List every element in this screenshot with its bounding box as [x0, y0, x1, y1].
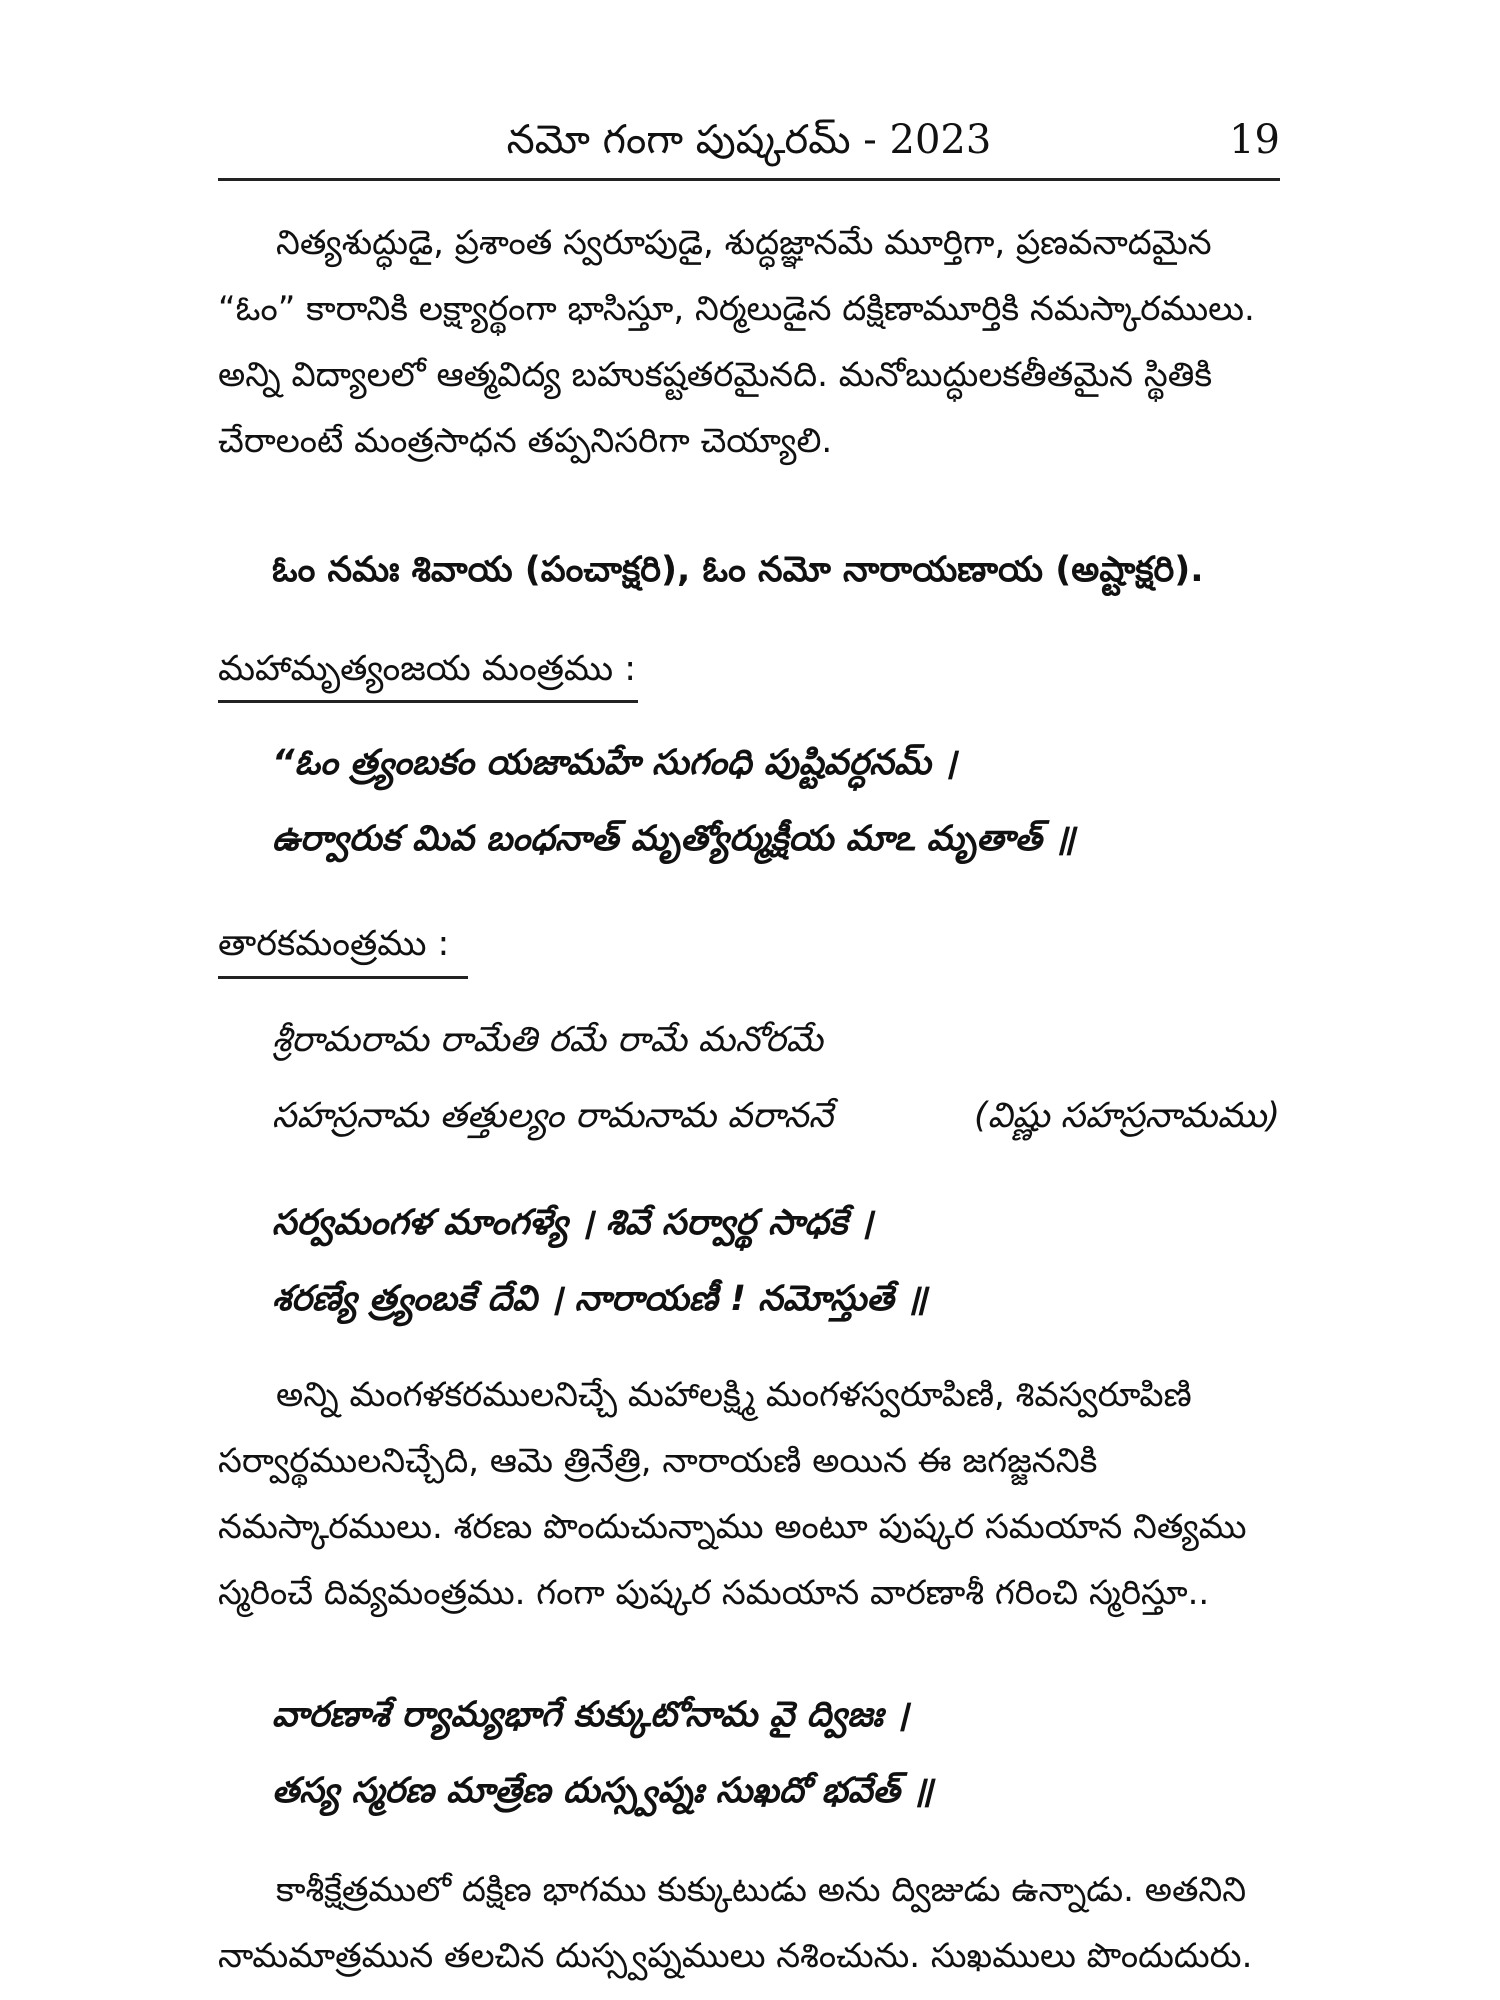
paragraph-line: నిత్యశుద్ధుడై, ప్రశాంత స్వరూపుడై, శుద్ధజ్ఞానమే మూర్తిగా, ప్రణవనాదమైన [276, 223, 1212, 263]
paragraph-line: స్మరించే దివ్యమంత్రము. గంగా పుష్కర సమయాన వారణాశీ గరించి స్మరిస్తూ.. [218, 1573, 1210, 1613]
source-note: (విష్ణు సహస్రనామము) [973, 1096, 1280, 1136]
verse-line: తస్య స్మరణ మాత్రేణ దుస్స్వప్నః సుఖదో భవేత్ ॥ [272, 1771, 933, 1811]
verse-line: సర్వమంగళ మాంగళ్యే । శివే సర్వార్థ సాధకే । [272, 1203, 873, 1243]
paragraph-line: “ఓం” కారానికి లక్ష్యార్థంగా భాసిస్తూ, నిర్మలుడైన దక్షిణామూర్తికి నమస్కారములు. [218, 289, 1255, 329]
paragraph-line: కాశీక్షేత్రములో దక్షిణ భాగము కుక్కుటుడు అను ద్విజుడు ఉన్నాడు. అతనిని [276, 1870, 1247, 1910]
page-number: 19 [1229, 117, 1280, 163]
verse-line: శ్రీరామరామ రామేతి రమే రామే మనోరమే [272, 1020, 823, 1060]
paragraph-line: నమస్కారములు. శరణు పొందుచున్నాము అంటూ పుష్కర సమయాన నిత్యము [218, 1507, 1247, 1547]
paragraph-line: చేరాలంటే మంత్రసాధన తప్పనిసరిగా చెయ్యాలి. [218, 421, 833, 461]
paragraph-line: సర్వార్థములనిచ్చేది, ఆమె త్రినేత్రి, నారాయణి అయిన ఈ జగజ్జననికి [218, 1441, 1098, 1481]
paragraph-intro [218, 210, 1280, 474]
verse-line: ఉర్వారుక మివ బంధనాత్ మృత్యోర్ముక్షీయ మాఽ మృతాత్ ॥ [272, 819, 1075, 859]
verse-line: వారణాశే ర్యామ్యభాగే కుక్కుటోనామ వై ద్విజః । [272, 1695, 909, 1735]
heading-underline [218, 700, 638, 703]
section-heading-mahamrityunjaya: మహామృత్యంజయ మంత్రము : [218, 649, 636, 689]
page-header [218, 112, 1280, 181]
paragraph-line: నామమాత్రమున తలచిన దుస్స్వప్నములు నశించును. సుఖములు పొందుదురు. [218, 1936, 1253, 1976]
verse-line: శరణ్యే త్ర్యంబకే దేవి । నారాయణీ ! నమోస్తుతే ॥ [272, 1279, 927, 1319]
paragraph-line: అన్ని విద్యాలలో ఆత్మవిద్య బహుకష్టతరమైనది. మనోబుద్ధులకతీతమైన స్థితికి [218, 355, 1213, 395]
mantra-line: ఓం నమః శివాయ (పంచాక్షరి), ఓం నమో నారాయణాయ (అష్టాక్షరి). [272, 550, 1204, 590]
paragraph-lakshmi [218, 1362, 1280, 1626]
running-title: నమో గంగా పుష్కరమ్ - 2023 [506, 117, 992, 163]
section-heading-taraka: తారకమంత్రము : [218, 924, 450, 964]
paragraph-line: అన్ని మంగళకరములనిచ్చే మహాలక్ష్మి మంగళస్వరూపిణి, శివస్వరూపిణి [276, 1375, 1192, 1415]
heading-underline [218, 976, 468, 979]
paragraph-kashi [218, 1857, 1280, 1989]
verse-line: “ఓం త్ర్యంబకం యజామహే సుగంధి పుష్టివర్ధనమ్ । [272, 743, 957, 783]
verse-line: సహస్రనామ తత్తుల్యం రామనామ వరాననే [272, 1096, 834, 1136]
